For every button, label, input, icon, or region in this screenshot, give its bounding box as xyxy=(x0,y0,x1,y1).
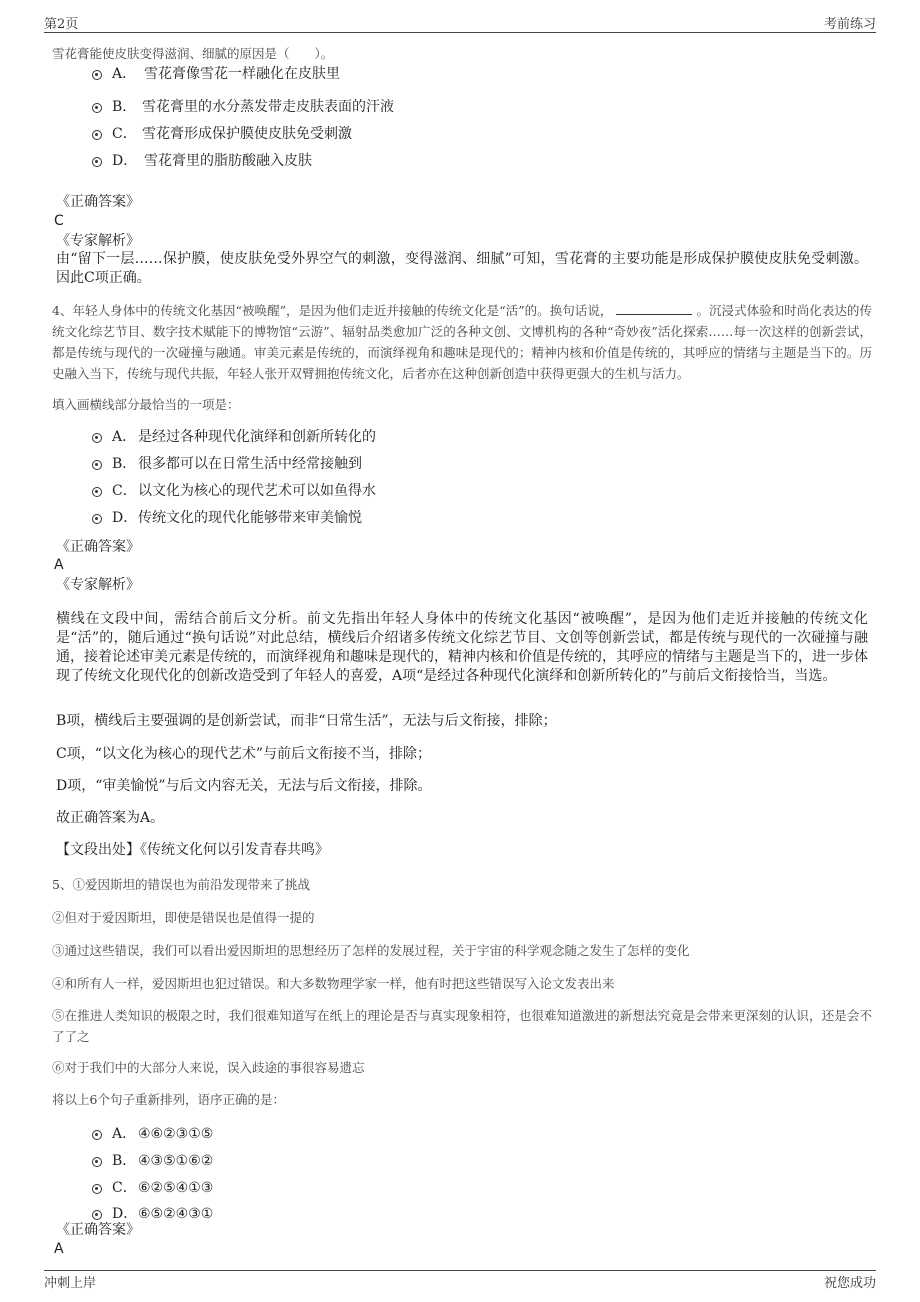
q4-stem-after: 。沉浸式体验和时尚化表达的传统文化综艺节目、数字技术赋能下的博物馆“云游”、辐射品类愈加广泛的各种文创、文博机构的各种“奇妙夜”活化探索……每一次这样的创新尝试，都是传统与现代的一次碰撞与融通。审美元素是传统的，而演绎视角和趣味是现代的；精神内核和价值是传统的，其呼应的情绪与主题是当下的。历史融入当下，传统与现代共振，年轻人张开双臂拥抱传统文化，后者亦在这种创新创造中获得更强大的生机与活力。 xyxy=(52,303,872,381)
option-letter: C． xyxy=(112,1180,137,1196)
page-header xyxy=(44,13,876,31)
q3-answer-label: 《正确答案》 xyxy=(56,194,140,210)
q4-answer-label: 《正确答案》 xyxy=(56,539,140,555)
q3-analysis-label: 《专家解析》 xyxy=(56,233,140,249)
radio-button[interactable] xyxy=(92,1130,102,1140)
option-text: ⑥②⑤④①③ xyxy=(138,1180,214,1196)
option-letter: D． xyxy=(112,510,138,526)
q3-stem: 雪花膏能使皮肤变得滋润、细腻的原因是（ ）。 xyxy=(52,46,334,61)
q4-analysis-paragraph: D项，“审美愉悦”与后文内容无关，无法与后文衔接，排除。 xyxy=(56,778,432,794)
q5-option-b[interactable] xyxy=(92,1150,852,1172)
footer-left-text: 冲刺上岸 xyxy=(44,1276,97,1291)
fill-in-blank xyxy=(616,302,692,315)
header-title: 考前练习 xyxy=(823,17,876,32)
q4-stem xyxy=(52,300,872,384)
radio-button[interactable] xyxy=(92,130,102,140)
q3-option-b[interactable] xyxy=(92,96,852,118)
option-letter: A． xyxy=(112,429,137,445)
option-letter: B． xyxy=(112,99,137,115)
q3-option-d[interactable] xyxy=(92,150,852,172)
option-text: 雪花膏里的脂肪酸融入皮肤 xyxy=(144,153,312,169)
q4-prompt: 填入画横线部分最恰当的一项是： xyxy=(52,397,240,412)
option-text: 是经过各种现代化演绎和创新所转化的 xyxy=(138,429,376,445)
option-letter: A． xyxy=(112,1126,137,1142)
option-letter: C． xyxy=(112,126,137,142)
option-text: 雪花膏像雪花一样融化在皮肤里 xyxy=(144,66,340,82)
option-letter: B． xyxy=(112,1153,137,1169)
q4-analysis-paragraph: B项，横线后主要强调的是创新尝试，而非“日常生活”，无法与后文衔接，排除； xyxy=(56,713,557,729)
radio-button[interactable] xyxy=(92,1157,102,1167)
radio-button[interactable] xyxy=(92,157,102,167)
radio-button[interactable] xyxy=(92,70,102,80)
q5-option-c[interactable] xyxy=(92,1177,852,1199)
q3-option-c[interactable] xyxy=(92,123,852,145)
option-text: 雪花膏形成保护膜使皮肤免受刺激 xyxy=(142,126,352,142)
radio-button[interactable] xyxy=(92,1210,102,1220)
option-text: ④③⑤①⑥② xyxy=(138,1153,214,1169)
option-letter: A． xyxy=(112,66,137,82)
option-letter: D． xyxy=(112,1206,138,1222)
footer-right-text: 祝您成功 xyxy=(823,1276,876,1291)
option-text: 以文化为核心的现代艺术可以如鱼得水 xyxy=(138,483,376,499)
q4-option-c[interactable] xyxy=(92,480,852,502)
q4-answer: A xyxy=(54,557,64,573)
q4-option-b[interactable] xyxy=(92,453,852,475)
q5-option-a[interactable] xyxy=(92,1123,852,1145)
radio-button[interactable] xyxy=(92,514,102,524)
q5-sentence: 5、①爱因斯坦的错误也为前沿发现带来了挑战 xyxy=(52,877,310,892)
q4-analysis-paragraph: 横线在文段中间，需结合前后文分析。前文先指出年轻人身体中的传统文化基因“被唤醒”，是因为他们走近并接触的传统文化是“活”的，随后通过“换句话说”对此总结，横线后介绍诸多传统文化综艺节目、文创等创新尝试，都是传统与现代的一次碰撞与融通，接着论述审美元素是传统的，而演绎视角和趣味是现代的，精神内核和价值是传统的，其呼应的情绪与主题是当下的，进一步体现了传统文化现代化的创新改造受到了年轻人的喜爱，A项“是经过各种现代化演绎和创新所转化的”与前后文衔接恰当，当选。 xyxy=(56,611,868,684)
option-text: ④⑥②③①⑤ xyxy=(138,1126,214,1142)
q5-sentence: ⑥对于我们中的大部分人来说，误入歧途的事很容易遗忘 xyxy=(52,1060,365,1075)
q4-option-d[interactable] xyxy=(92,507,852,529)
q3-answer: C xyxy=(54,213,64,229)
radio-button[interactable] xyxy=(92,487,102,497)
q3-analysis: 由“留下一层……保护膜，使皮肤免受外界空气的刺激，变得滋润、细腻”可知，雪花膏的主要功能是形成保护膜使皮肤免受刺激。因此C项正确。 xyxy=(56,251,868,286)
radio-button[interactable] xyxy=(92,1184,102,1194)
option-text: 雪花膏里的水分蒸发带走皮肤表面的汗液 xyxy=(142,99,394,115)
q4-analysis-label: 《专家解析》 xyxy=(56,577,140,593)
option-letter: B． xyxy=(112,456,137,472)
q4-analysis-paragraph: 故正确答案为A。 xyxy=(56,810,165,826)
q5-sentence: ⑤在推进人类知识的极限之时，我们很难知道写在纸上的理论是否与真实现象相符，也很难知道激进的新想法究竟是会带来更深刻的认识，还是会不了了之 xyxy=(52,1008,872,1044)
page-number: 第2页 xyxy=(44,17,79,32)
option-letter: C． xyxy=(112,483,137,499)
q4-analysis-paragraph: C项，“以文化为核心的现代艺术”与前后文衔接不当，排除； xyxy=(56,746,432,762)
radio-button[interactable] xyxy=(92,460,102,470)
option-text: 很多都可以在日常生活中经常接触到 xyxy=(138,456,362,472)
q5-option-d[interactable] xyxy=(92,1203,852,1225)
q4-option-a[interactable] xyxy=(92,426,852,448)
footer-rule xyxy=(44,1270,876,1271)
q5-sentence: ④和所有人一样，爱因斯坦也犯过错误。和大多数物理学家一样，他有时把这些错误写入论文发表出来 xyxy=(52,976,615,991)
page-footer xyxy=(44,1272,876,1290)
q5-prompt: 将以上6个句子重新排列，语序正确的是： xyxy=(52,1092,285,1107)
radio-button[interactable] xyxy=(92,433,102,443)
q5-sentence: ②但对于爱因斯坦，即使是错误也是值得一提的 xyxy=(52,910,315,925)
option-text: ⑥⑤②④③① xyxy=(138,1206,214,1222)
option-text: 传统文化的现代化能够带来审美愉悦 xyxy=(138,510,362,526)
q5-sentence: ③通过这些错误，我们可以看出爱因斯坦的思想经历了怎样的发展过程，关于宇宙的科学观念随之发生了怎样的变化 xyxy=(52,943,690,958)
q4-stem-before: 4、年轻人身体中的传统文化基因“被唤醒”，是因为他们走近并接触的传统文化是“活”的。换句话说， xyxy=(52,303,613,318)
q5-answer-label: 《正确答案》 xyxy=(56,1222,140,1238)
radio-button[interactable] xyxy=(92,103,102,113)
option-letter: D． xyxy=(112,153,138,169)
q4-source: 【文段出处】《传统文化何以引发青春共鸣》 xyxy=(56,842,329,858)
header-rule xyxy=(44,32,876,33)
q5-answer: A xyxy=(54,1241,64,1257)
q3-option-a[interactable] xyxy=(92,63,852,85)
